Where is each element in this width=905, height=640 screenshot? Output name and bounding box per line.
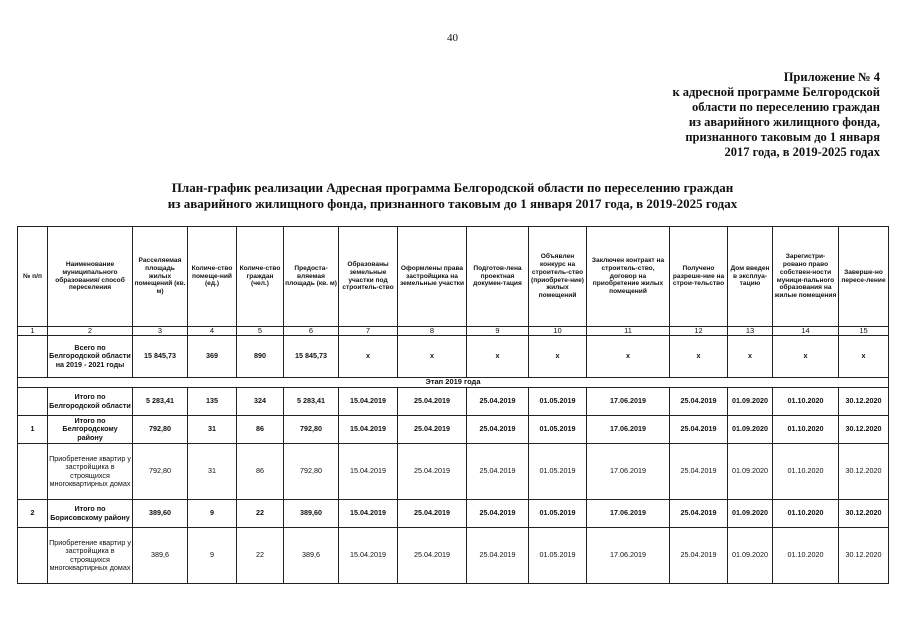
table-cell: 01.09.2020 [728, 500, 773, 528]
appendix-line: области по переселению граждан [691, 100, 880, 114]
column-number: 8 [398, 327, 467, 336]
column-number: 4 [188, 327, 237, 336]
row-name: Приобретение квартир у застройщика в строящихся многоквартирных домах [48, 444, 133, 500]
table-header-row [18, 227, 889, 327]
table-cell: 25.04.2019 [467, 388, 529, 416]
table-cell: 17.06.2019 [587, 500, 670, 528]
row-index [18, 444, 48, 500]
title-line-1: План-график реализации Адресная программа Белгородской области по переселению граждан [171, 180, 734, 195]
table-cell: 15.04.2019 [339, 528, 398, 584]
table-cell: 01.09.2020 [728, 416, 773, 444]
x-mark: x [398, 336, 467, 378]
column-number: 11 [587, 327, 670, 336]
table-cell: 25.04.2019 [670, 444, 728, 500]
table-cell: 01.10.2020 [773, 528, 839, 584]
table-cell: 22 [237, 500, 284, 528]
row-index [18, 528, 48, 584]
stage-label: Этап 2019 года [18, 378, 889, 388]
total-people: 890 [237, 336, 284, 378]
table-cell: 01.10.2020 [773, 388, 839, 416]
stage-row [18, 378, 889, 388]
schedule-table [17, 226, 889, 584]
table-cell: 86 [237, 416, 284, 444]
x-mark: x [839, 336, 889, 378]
table-cell: 9 [188, 500, 237, 528]
table-cell: 792,80 [133, 444, 188, 500]
table-cell: 01.10.2020 [773, 500, 839, 528]
table-cell: 17.06.2019 [587, 416, 670, 444]
table-cell: 22 [237, 528, 284, 584]
appendix-line: из аварийного жилищного фонда, [688, 115, 880, 129]
column-header: Зарегистри-ровано право собствен-ности муници-пального образования на жилые помещения [773, 227, 839, 327]
column-number: 14 [773, 327, 839, 336]
column-header: Количе-ство граждан (чел.) [237, 227, 284, 327]
column-number: 9 [467, 327, 529, 336]
table-cell: 31 [188, 416, 237, 444]
row-index: 2 [18, 500, 48, 528]
table-cell: 31 [188, 444, 237, 500]
table-cell: 324 [237, 388, 284, 416]
appendix-line: Приложение № 4 [783, 70, 880, 84]
column-number: 15 [839, 327, 889, 336]
table-row [18, 500, 889, 528]
x-mark: x [339, 336, 398, 378]
column-number: 2 [48, 327, 133, 336]
table-cell: 01.05.2019 [529, 416, 587, 444]
table-cell: 15.04.2019 [339, 500, 398, 528]
table-cell: 30.12.2020 [839, 444, 889, 500]
table-cell: 01.05.2019 [529, 388, 587, 416]
table-cell: 01.09.2020 [728, 528, 773, 584]
table-cell: 86 [237, 444, 284, 500]
table-cell: 15.04.2019 [339, 444, 398, 500]
table-cell [18, 336, 48, 378]
table-cell: 01.09.2020 [728, 444, 773, 500]
column-number-row [18, 327, 889, 336]
table-cell: 389,6 [133, 528, 188, 584]
column-header: Подготов-лена проектная докумен-тация [467, 227, 529, 327]
column-number: 3 [133, 327, 188, 336]
appendix-header [560, 70, 880, 160]
table-cell: 17.06.2019 [587, 528, 670, 584]
table-cell: 01.05.2019 [529, 444, 587, 500]
total-row-name: Всего по Белгородской области на 2019 - 2021 годы [48, 336, 133, 378]
x-mark: x [728, 336, 773, 378]
table-cell: 30.12.2020 [839, 416, 889, 444]
table-cell: 30.12.2020 [839, 528, 889, 584]
table-cell: 792,80 [284, 444, 339, 500]
table-cell: 01.05.2019 [529, 500, 587, 528]
table-cell: 30.12.2020 [839, 500, 889, 528]
column-header: Предоста-вляемая площадь (кв. м) [284, 227, 339, 327]
table-cell: 135 [188, 388, 237, 416]
column-header: Образованы земельные участки под строитель-ство [339, 227, 398, 327]
row-index [18, 388, 48, 416]
column-header: Получено разреше-ние на строи-тельство [670, 227, 728, 327]
table-cell: 25.04.2019 [398, 500, 467, 528]
table-cell: 25.04.2019 [398, 528, 467, 584]
table-cell: 9 [188, 528, 237, 584]
table-cell: 25.04.2019 [467, 528, 529, 584]
table-cell: 01.10.2020 [773, 416, 839, 444]
column-header: № п/п [18, 227, 48, 327]
document-title [60, 180, 845, 212]
x-mark: x [467, 336, 529, 378]
x-mark: x [670, 336, 728, 378]
total-area: 15 845,73 [133, 336, 188, 378]
x-mark: x [587, 336, 670, 378]
appendix-line: 2017 года, в 2019-2025 годах [724, 145, 880, 159]
table-cell: 17.06.2019 [587, 388, 670, 416]
table-row [18, 416, 889, 444]
row-index: 1 [18, 416, 48, 444]
column-number: 6 [284, 327, 339, 336]
table-cell: 792,80 [284, 416, 339, 444]
table-cell: 25.04.2019 [398, 444, 467, 500]
x-mark: x [529, 336, 587, 378]
table-cell: 01.05.2019 [529, 528, 587, 584]
column-number: 1 [18, 327, 48, 336]
x-mark: x [773, 336, 839, 378]
appendix-line: признанного таковым до 1 января [685, 130, 880, 144]
column-header: Объявлен конкурс на строитель-ство (приобрете-ние) жилых помещений [529, 227, 587, 327]
page-number: 40 [447, 32, 458, 44]
table-cell: 25.04.2019 [467, 444, 529, 500]
table-cell: 25.04.2019 [398, 388, 467, 416]
column-number: 7 [339, 327, 398, 336]
table-cell: 25.04.2019 [670, 528, 728, 584]
column-header: Оформлены права застройщика на земельные участки [398, 227, 467, 327]
row-name: Итого по Белгородскому району [48, 416, 133, 444]
table-cell: 389,60 [284, 500, 339, 528]
table-cell: 01.10.2020 [773, 444, 839, 500]
title-line-2: из аварийного жилищного фонда, признанного таковым до 1 января 2017 года, в 2019-2025 годах [167, 196, 738, 211]
table-cell: 15.04.2019 [339, 416, 398, 444]
column-header: Количе-ство помеще-ний (ед.) [188, 227, 237, 327]
table-cell: 389,6 [284, 528, 339, 584]
table-cell: 17.06.2019 [587, 444, 670, 500]
table-cell: 01.09.2020 [728, 388, 773, 416]
column-header: Расселяемая площадь жилых помещений (кв. м) [133, 227, 188, 327]
row-name: Итого по Борисовскому району [48, 500, 133, 528]
column-header: Дом введен в эксплуа-тацию [728, 227, 773, 327]
column-number: 12 [670, 327, 728, 336]
table-cell: 25.04.2019 [670, 388, 728, 416]
table-cell: 25.04.2019 [467, 500, 529, 528]
table-cell: 25.04.2019 [670, 500, 728, 528]
column-header: Заверше-но пересе-ление [839, 227, 889, 327]
table-cell: 5 283,41 [284, 388, 339, 416]
table-cell: 25.04.2019 [398, 416, 467, 444]
appendix-line: к адресной программе Белгородской [672, 85, 880, 99]
column-number: 13 [728, 327, 773, 336]
table-cell: 25.04.2019 [670, 416, 728, 444]
column-header: Наименование муниципального образования/ способ переселения [48, 227, 133, 327]
table-row [18, 528, 889, 584]
column-number: 5 [237, 327, 284, 336]
table-cell: 15.04.2019 [339, 388, 398, 416]
table-row [18, 388, 889, 416]
row-name: Приобретение квартир у застройщика в строящихся многоквартирных домах [48, 528, 133, 584]
column-number: 10 [529, 327, 587, 336]
table-row [18, 444, 889, 500]
table-cell: 792,80 [133, 416, 188, 444]
table-cell: 389,60 [133, 500, 188, 528]
table-cell: 30.12.2020 [839, 388, 889, 416]
total-rooms: 369 [188, 336, 237, 378]
row-name: Итого по Белгородской области [48, 388, 133, 416]
total-row [18, 336, 889, 378]
column-header: Заключен контракт на строитель-ство, договор на приобретение жилых помещений [587, 227, 670, 327]
table-cell: 25.04.2019 [467, 416, 529, 444]
table-cell: 5 283,41 [133, 388, 188, 416]
total-provided-area: 15 845,73 [284, 336, 339, 378]
